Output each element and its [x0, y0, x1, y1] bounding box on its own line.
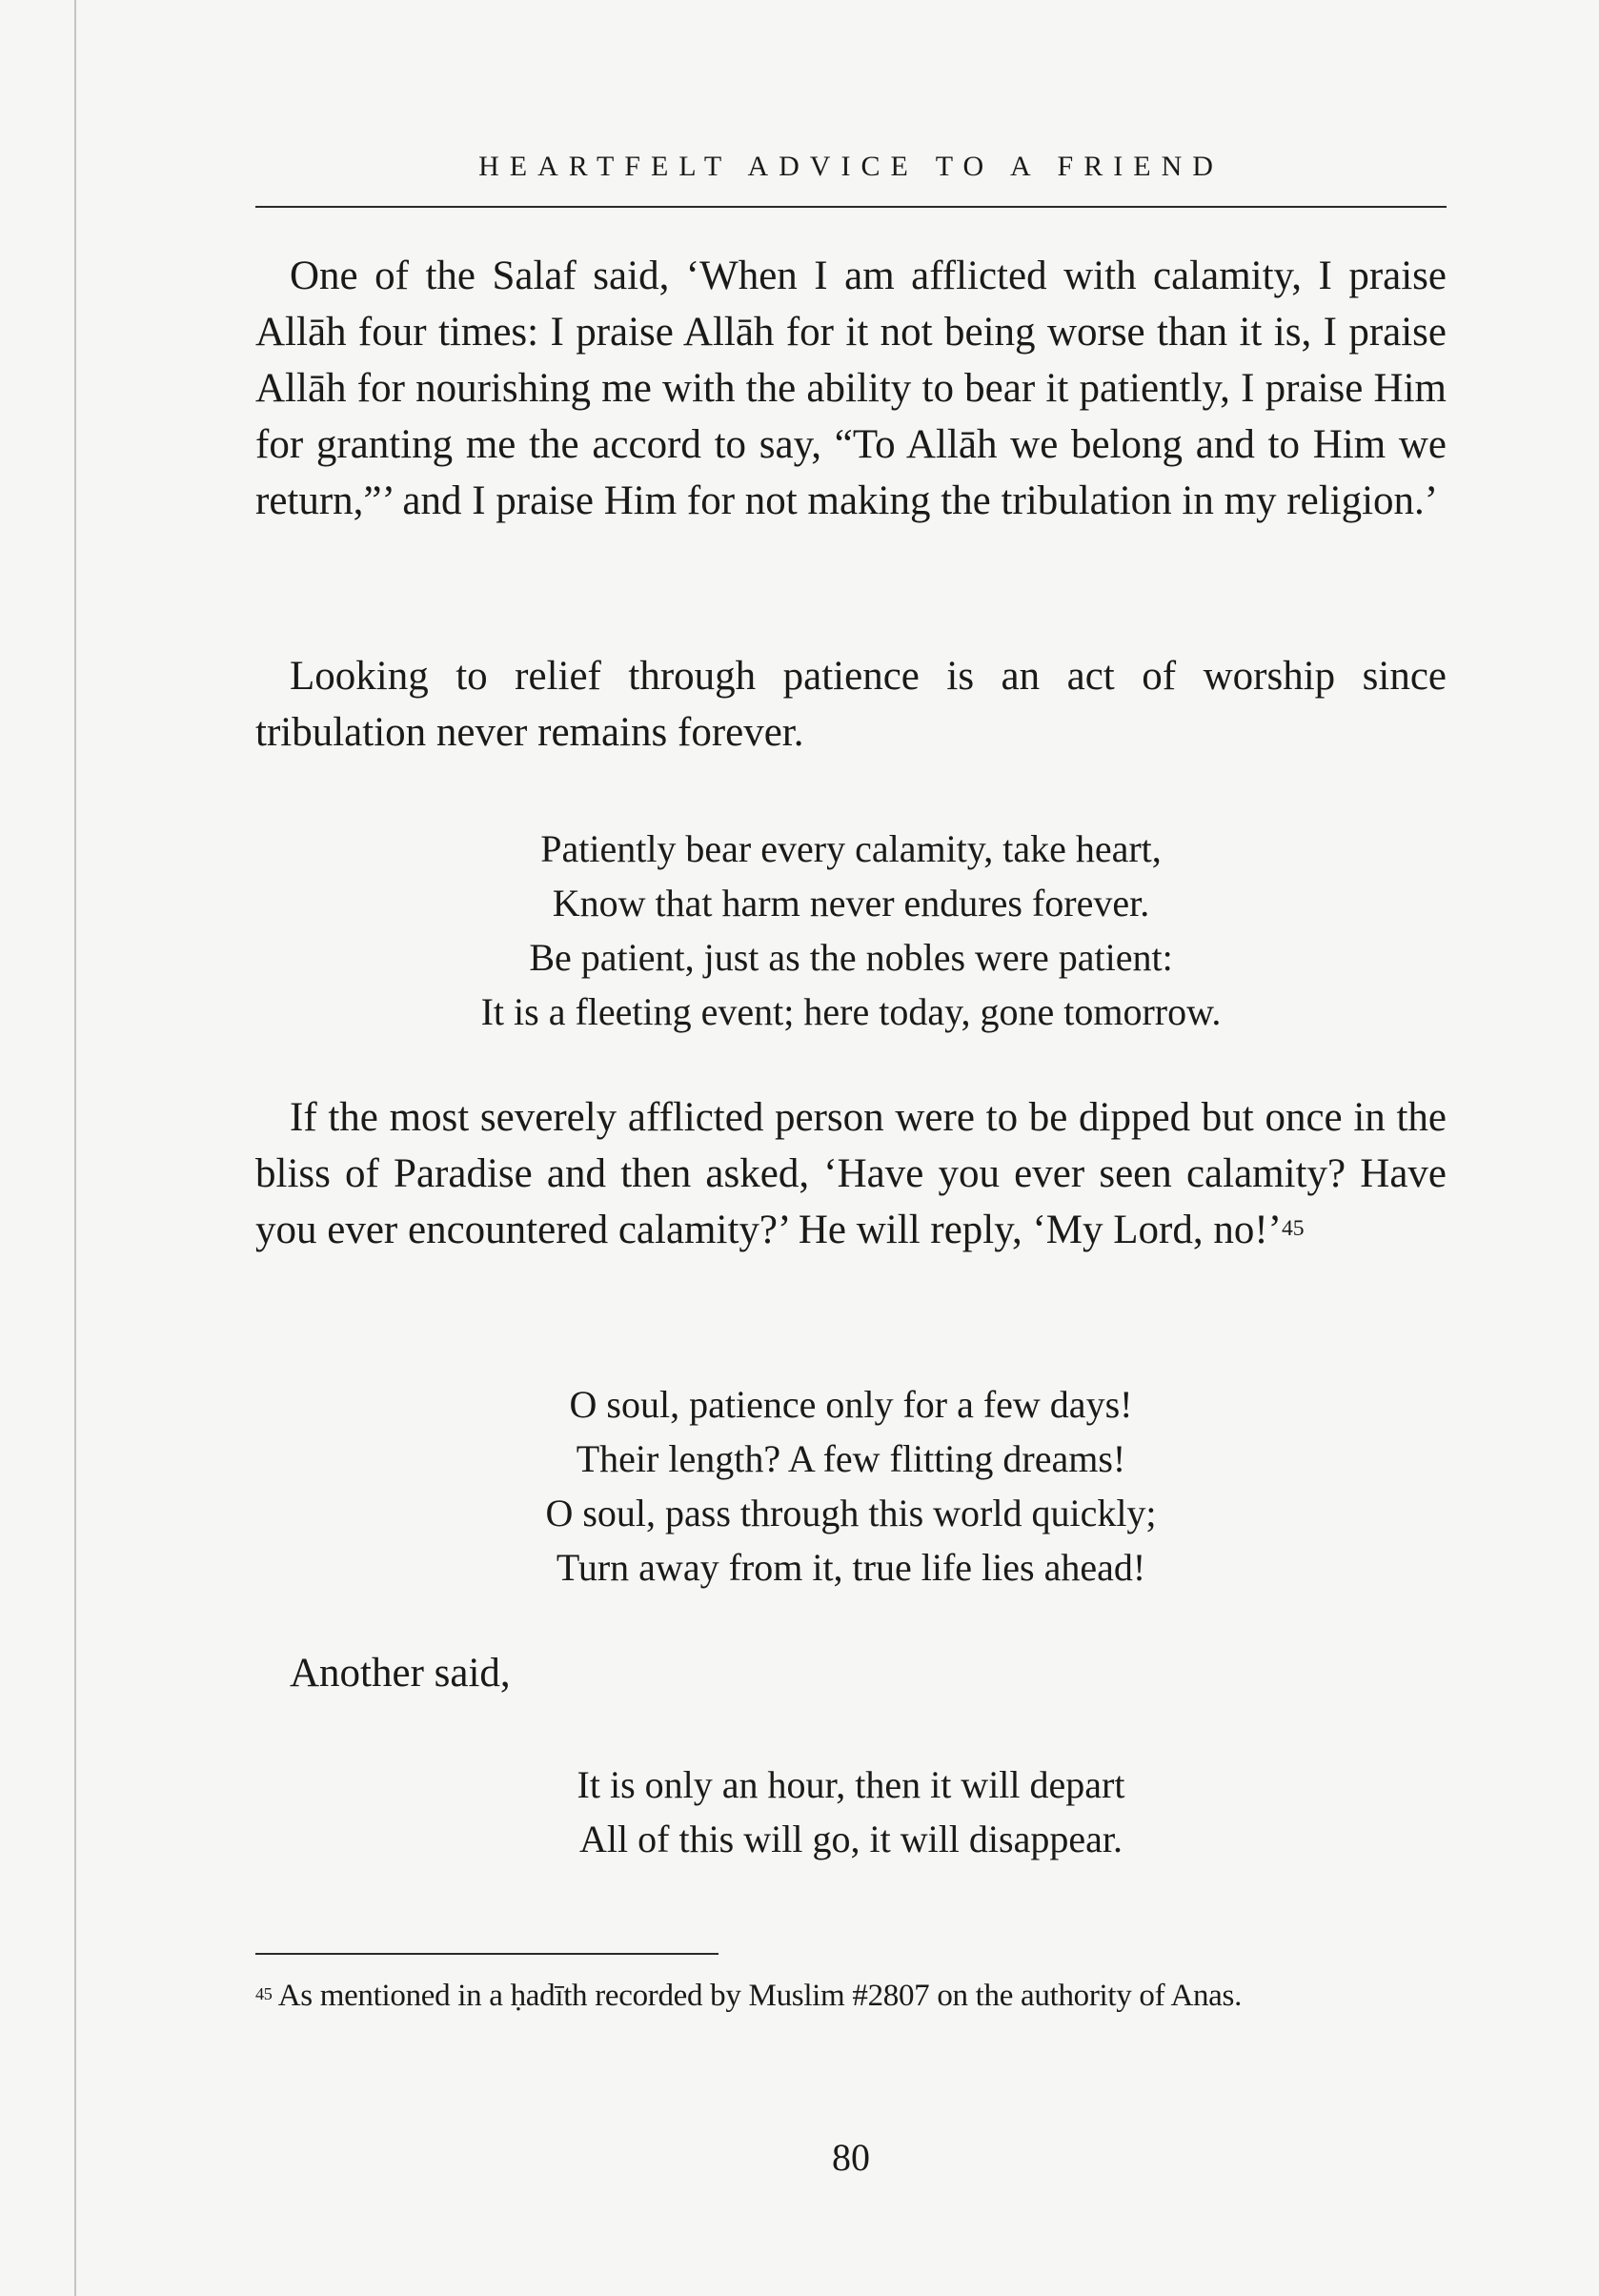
footnote-text: As mentioned in a ḥadīth recorded by Muslim #2807 on the authority of Anas.: [277, 1979, 1243, 2013]
verse-line: Their length? A few flitting dreams!: [576, 1437, 1126, 1480]
verse-line: It is only an hour, then it will depart: [577, 1763, 1125, 1806]
verse-line: Be patient, just as the nobles were patient:: [529, 936, 1173, 979]
verse-line: Turn away from it, true life lies ahead!: [556, 1546, 1146, 1589]
paragraph-paradise: [255, 1089, 1447, 1258]
verse-line: O soul, pass through this world quickly;: [545, 1492, 1157, 1534]
verse-line: All of this will go, it will disappear.: [579, 1818, 1123, 1860]
footnote-rule: [255, 1953, 719, 1955]
verse-line: It is a fleeting event; here today, gone tomorrow.: [480, 990, 1222, 1033]
running-head: HEARTFELT ADVICE TO A FRIEND: [478, 151, 1224, 182]
verse-line: O soul, patience only for a few days!: [569, 1383, 1133, 1426]
footnote-number: 45: [255, 1983, 273, 2003]
verse-line: Know that harm never endures forever.: [552, 882, 1150, 924]
page-binding-edge: [74, 0, 76, 2296]
verse-block-1: [255, 822, 1447, 1039]
verse-block-3: [255, 1758, 1447, 1866]
paragraph-paradise-text: If the most severely afflicted person were to be dipped but once in the bliss of Paradise and then asked, ‘Have you ever seen calamity? Have you ever encountered calamity?’ He will reply, ‘My Lord, no!’: [255, 1095, 1447, 1252]
book-page: [255, 0, 1447, 2296]
verse-block-2: [255, 1377, 1447, 1595]
paragraph-relief-patience: Looking to relief through patience is an act of worship since tribulation never remains forever.: [255, 654, 1447, 755]
page-number: 80: [832, 2136, 870, 2179]
header-rule: [255, 206, 1447, 208]
footnote: [255, 1975, 1447, 2017]
footnote-reference[interactable]: 45: [1281, 1215, 1305, 1241]
paragraph-salaf-quote: One of the Salaf said, ‘When I am afflicted with calamity, I praise Allāh four times: I praise Allāh for it not being worse than it is, I praise Allāh for nourishing me with the ability to bear it patiently, I praise Him for granting me the accord to say, “To Allāh we belong and to Him we return,”’ and I praise Him for not making the tribulation in my religion.’: [255, 254, 1447, 523]
verse-line: Patiently bear every calamity, take heart,: [540, 827, 1162, 870]
paragraph-another-said: Another said,: [290, 1651, 511, 1696]
